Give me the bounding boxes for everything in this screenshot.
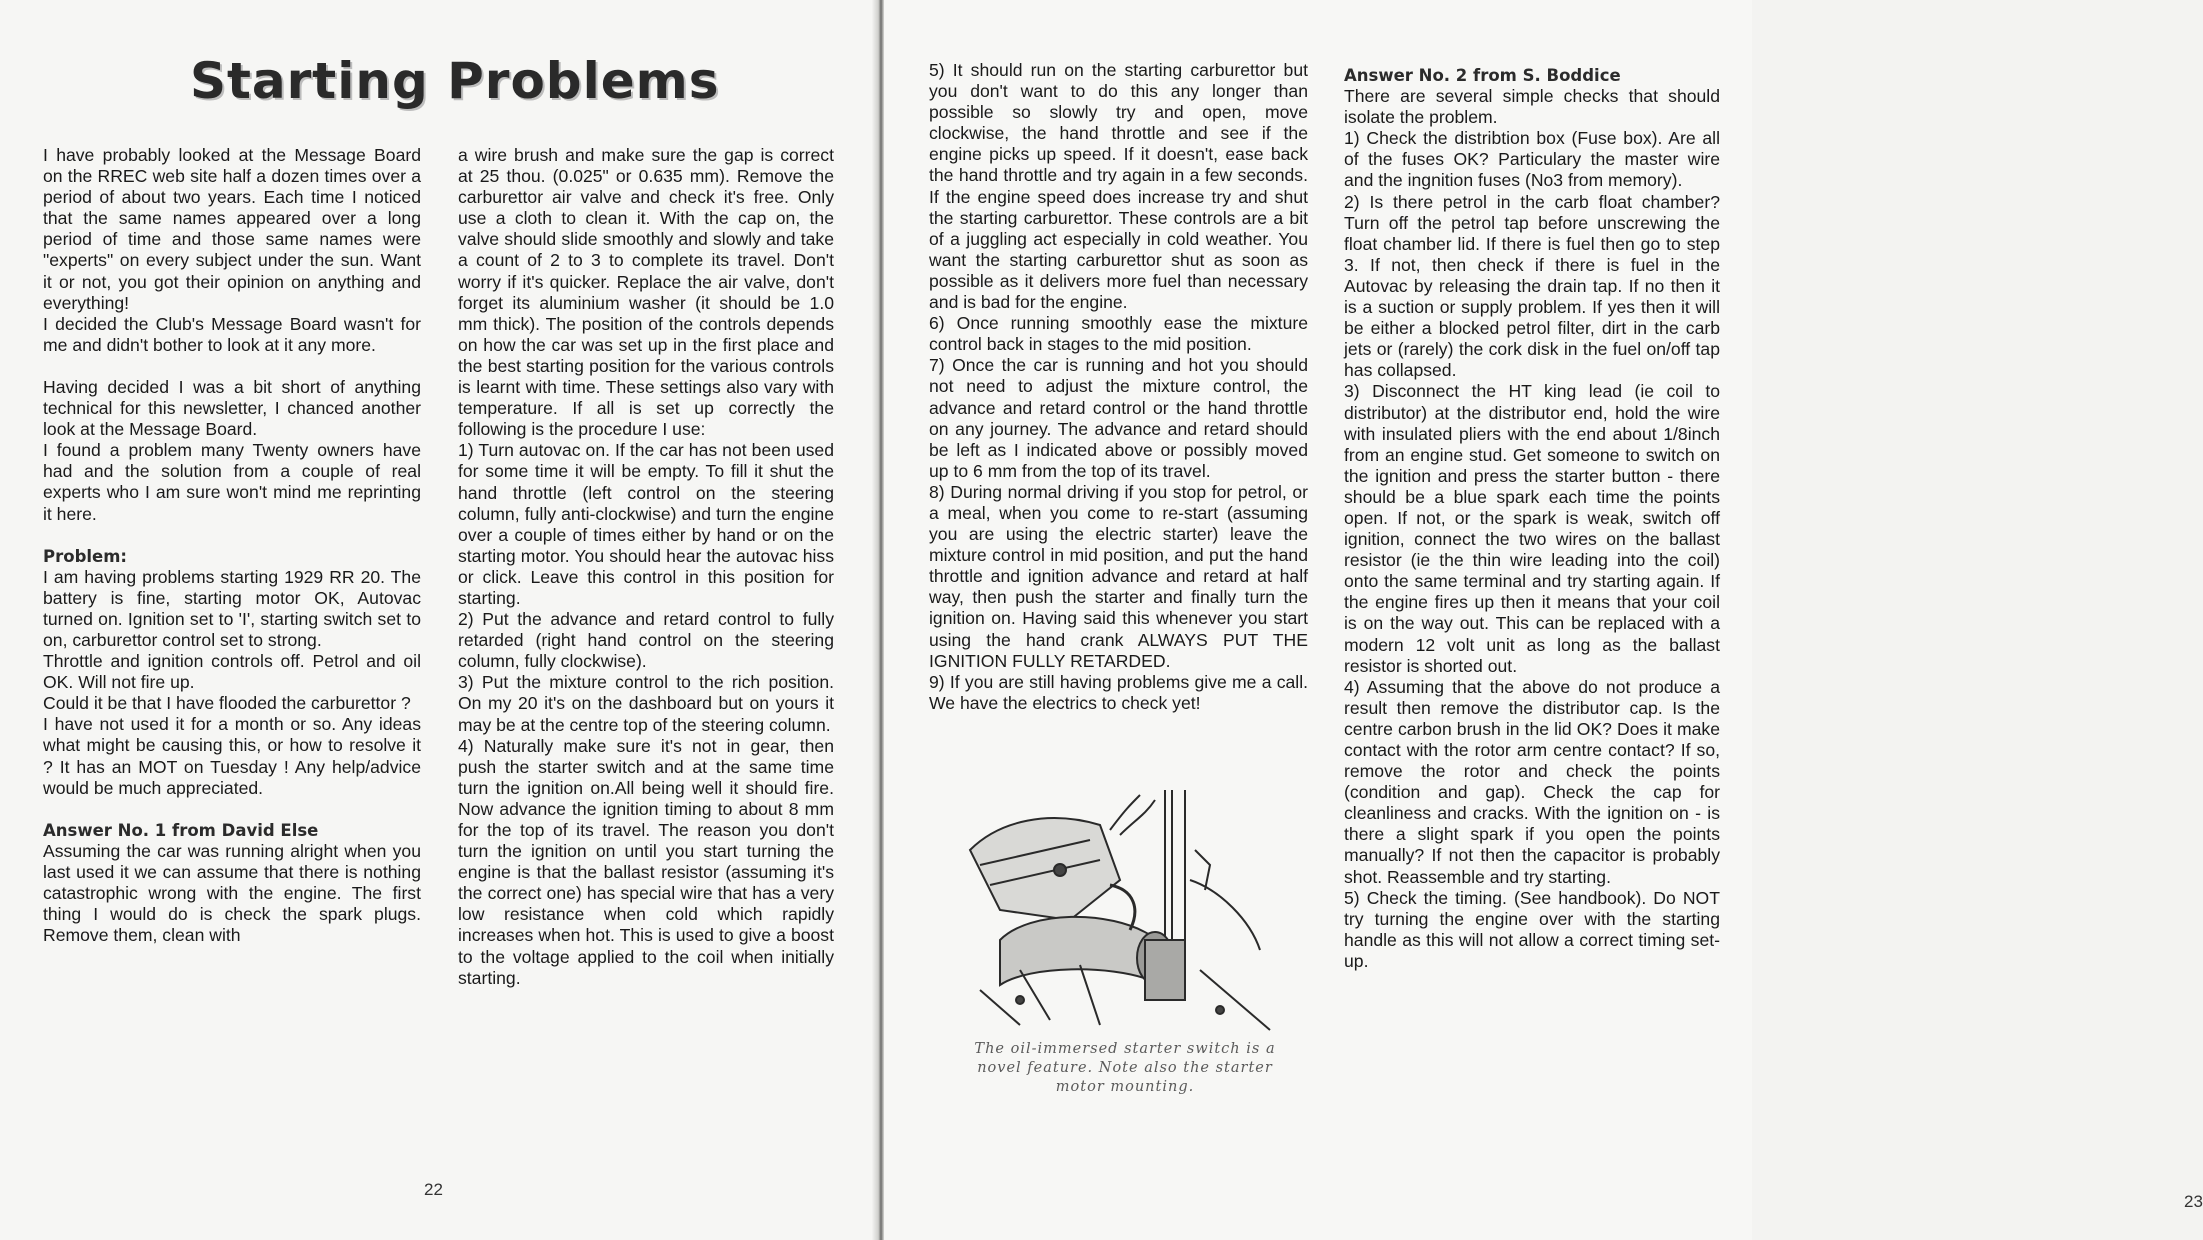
- page-title: Starting Problems: [190, 52, 720, 110]
- paragraph: 9) If you are still having problems give me a call. We have the electrics to check yet!: [929, 671, 1308, 713]
- paragraph: 3) Put the mixture control to the rich position. On my 20 it's on the dashboard but on yours it may be at the centre top of the steering column.: [458, 672, 834, 735]
- section-heading: Answer No. 2 from S. Boddice: [1344, 66, 1621, 85]
- paragraph: 7) Once the car is running and hot you should not need to adjust the mixture control, the advance and retard control or the hand throttle on any journey. The advance and retard should be left as I indicated above or possibly moved up to 6 mm from the top of its travel.: [929, 355, 1308, 481]
- paragraph: I have not used it for a month or so. Any ideas what might be causing this, or how to resolve it ? It has an MOT on Tuesday ! Any help/advice would be much appreciated.: [43, 714, 421, 798]
- paragraph: I am having problems starting 1929 RR 20. The battery is fine, starting motor OK, Autovac turned on. Ignition set to 'I', starting switch set to on, carburettor control set to strong.: [43, 566, 421, 650]
- caption-line: novel feature. Note also the starter: [977, 1060, 1273, 1076]
- paragraph-gap: [43, 356, 421, 377]
- paragraph-gap: [43, 799, 421, 820]
- paragraph-gap: [43, 525, 421, 546]
- figure-caption: [930, 1040, 1320, 1097]
- paragraph: 6) Once running smoothly ease the mixture control back in stages to the mid position.: [929, 313, 1308, 355]
- page-number-right: 23: [2184, 1192, 2203, 1211]
- paragraph: 1) Check the distribtion box (Fuse box). Are all of the fuses OK? Particulary the master wire and the ingnition fuses (No3 from memory).: [1344, 128, 1720, 191]
- paragraph: Throttle and ignition controls off. Petrol and oil OK. Will not fire up.: [43, 651, 421, 693]
- paragraph: 2) Put the advance and retard control to fully retarded (right hand control on the steering column, fully clockwise).: [458, 609, 834, 672]
- paragraph: 2) Is there petrol in the carb float chamber? Turn off the petrol tap before unscrewing the float chamber lid. If there is fuel then go to step 3. If not, then check if there is fuel in the Autovac by releasing the drain tap. If no then it is a suction or supply problem. If yes then it will be either a blocked petrol filter, dirt in the carb jets or (rarely) the cork disk in the fuel on/off tap has collapsed.: [1344, 191, 1720, 381]
- paragraph: There are several simple checks that should isolate the problem.: [1344, 86, 1720, 128]
- column-3: [929, 60, 1308, 714]
- caption-line: The oil-immersed starter switch is a: [974, 1041, 1276, 1057]
- starter-switch-illustration: [960, 790, 1290, 1030]
- engine-sketch: [960, 790, 1290, 1030]
- paragraph: I decided the Club's Message Board wasn't for me and didn't bother to look at it any more.: [43, 313, 421, 355]
- paragraph: 5) Check the timing. (See handbook). Do NOT try turning the engine over with the starting handle as this will not allow a correct timing set-up.: [1344, 887, 1720, 971]
- section-heading: Answer No. 1 from David Else: [43, 820, 319, 840]
- paragraph: Could it be that I have flooded the carburettor ?: [43, 693, 411, 714]
- paragraph: a wire brush and make sure the gap is correct at 25 thou. (0.025" or 0.635 mm). Remove the carburettor air valve and check it's free. Only use a cloth to clean it. With the cap on, the valve should slide smoothly and slowly and take a count of 2 to 3 to complete its travel. Don't worry if it's quicker. Replace the air valve, don't forget its aluminium washer (it should be 1.0 mm thick). The position of the controls depends on how the car was set up in the first place and the best starting position for the various controls is learnt with time. These settings also vary with temperature. If all is set up correctly the following is the procedure I use:: [458, 145, 834, 440]
- column-2: [458, 145, 834, 989]
- paragraph: 4) Naturally make sure it's not in gear, then push the starter switch and at the same time turn the ignition on.All being well it should fire. Now advance the ignition timing to about 8 mm for the top of its travel. The reason you don't turn the ignition on until you start turning the engine is that the ballast resistor (assuming it's the correct one) has special wire that has a very low resistance when cold which rapidly increases when hot. This is used to give a boost to the voltage applied to the coil when initially starting.: [458, 735, 834, 988]
- paragraph: 4) Assuming that the above do not produce a result then remove the distributor cap. Is the centre carbon brush in the lid OK? Does it make contact with the rotor arm centre contact? If so, remove the rotor and check the points (condition and gap). Check the cap for cleanliness and cracks. With the ignition on - is there a slight spark if you open the points manually? If not then the capacitor is probably shot. Reassemble and try starting.: [1344, 676, 1720, 887]
- paragraph: 1) Turn autovac on. If the car has not been used for some time it will be empty. To fill it shut the hand throttle (left control on the steering column, fully anti-clockwise) and turn the engine over a couple of times either by hand or on the starting motor. You should hear the autovac hiss or click. Leave this control in this position for starting.: [458, 440, 834, 608]
- page-number-left: 22: [424, 1180, 443, 1199]
- paragraph: I found a problem many Twenty owners have had and the solution from a couple of real experts who I am sure won't mind me reprinting it here.: [43, 440, 421, 524]
- paragraph: Having decided I was a bit short of anything technical for this newsletter, I chanced another look at the Message Board.: [43, 376, 421, 440]
- left-page: [0, 0, 878, 1240]
- column-1: [43, 145, 421, 946]
- paragraph: 5) It should run on the starting carburettor but you don't want to do this any longer than possible so slowly try and open, move clockwise, the hand throttle and see if the engine picks up speed. If it doesn't, ease back the hand throttle and try again in a few seconds. If the engine speed does increase try and shut the starting carburettor. These controls are a bit of a juggling act especially in cold weather. You want the starting carburettor shut as soon as possible as it delivers more fuel than necessary and is bad for the engine.: [929, 60, 1308, 313]
- column-4: [1344, 65, 1720, 972]
- caption-line: motor mounting.: [1055, 1079, 1195, 1095]
- paragraph: Assuming the car was running alright when you last used it we can assume that there is nothing catastrophic wrong with the engine. The first thing I would do is check the spark plugs. Remove them, clean with: [43, 840, 421, 946]
- paragraph: 8) During normal driving if you stop for petrol, or a meal, when you come to re-start (assuming you are using the electric starter) leave the mixture control in mid position, and put the hand throttle and ignition advance and retard at half way, then push the starter and finally turn the ignition on. Having said this whenever you start using the hand crank ALWAYS PUT THE IGNITION FULLY RETARDED.: [929, 481, 1308, 671]
- paragraph: I have probably looked at the Message Board on the RREC web site half a dozen times over a period of about two years. Each time I noticed that the same names appeared over a long period of time and those same names were "experts" on every subject under the sun. Want it or not, you got their opinion on anything and everything!: [43, 145, 421, 313]
- paragraph: 3) Disconnect the HT king lead (ie coil to distributor) at the distributor end, hold the wire with insulated pliers with the end about 1/8inch from an engine stud. Get someone to switch on the ignition and press the starter button - there should be a blue spark each time the points open. If not, or the spark is weak, switch off ignition, connect the two wires on the ballast resistor (ie the thin wire leading into the coil) onto the same terminal and try starting again. If the engine fires up then it means that your coil is on the way out. This can be replaced with a modern 12 volt unit as long as the ballast resistor is shorted out.: [1344, 381, 1720, 676]
- section-heading: Problem:: [43, 546, 128, 566]
